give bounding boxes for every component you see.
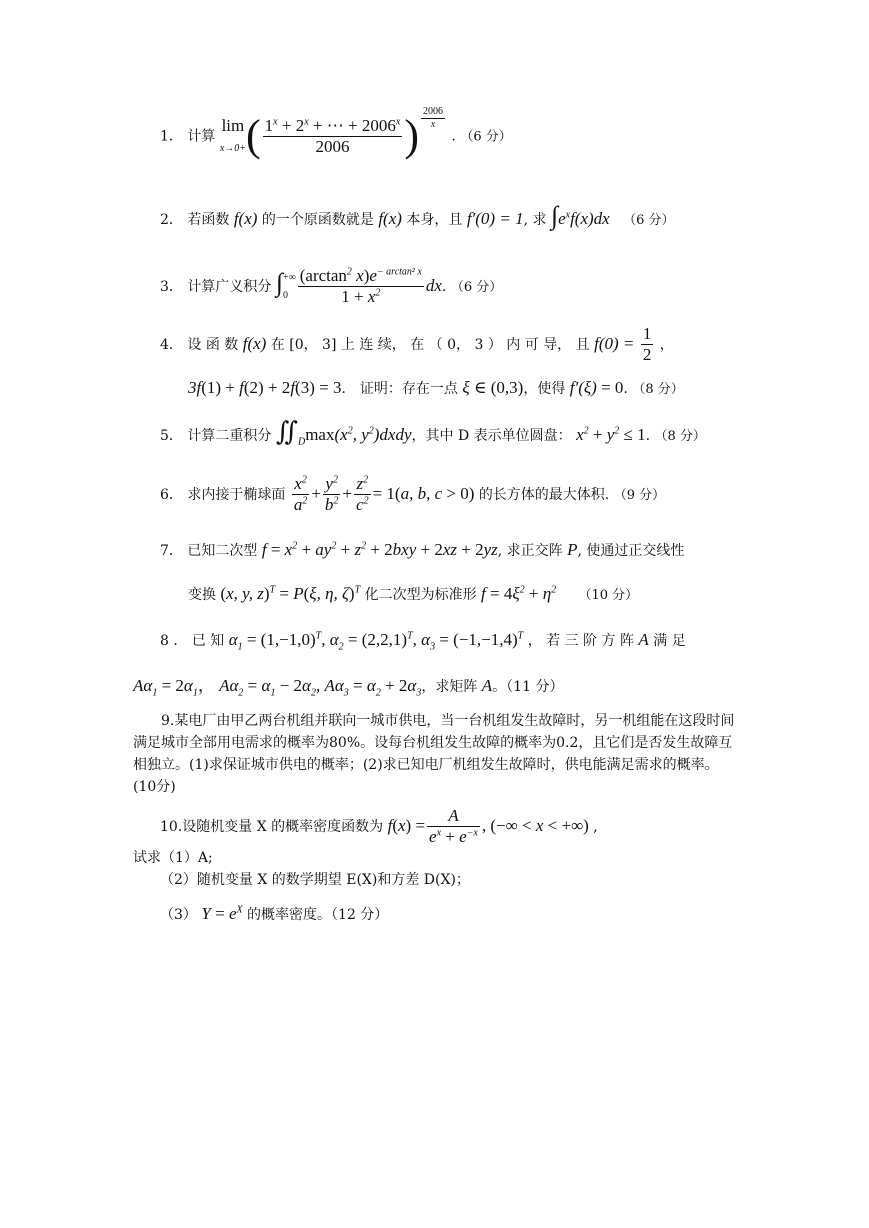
- math-limit: lim x→0+( $\frac{1^x + 2^x + \cdots + 2006^x}{2006}$ ) $\frac{2006}{x}$: [219, 106, 443, 160]
- question-text-c: 本身，且: [406, 212, 463, 228]
- question-text-b: ，使得: [523, 381, 566, 397]
- question-8-line2: [133, 676, 563, 699]
- math-quadratic-form: $f = x^2 + ay^2 + z^2 + 2bxy + 2xz + 2yz$: [261, 540, 498, 559]
- question-text-b: 在 [0， 3] 上 连 续， 在 （ 0， 3 ） 内 可 导， 且: [270, 336, 590, 353]
- math-fx: f(x): [242, 333, 267, 353]
- question-number: 4．: [160, 336, 183, 353]
- question-text-b: 化二次型为标准形: [364, 587, 477, 603]
- question-text-d: , 求: [523, 212, 547, 228]
- math-relations: $A\alpha_1 = 2\alpha_1$， $A\alpha_2 = \alpha_1 - 2\alpha_2$, $A\alpha_3 = \alpha_2 + 2\alpha_3$: [133, 676, 422, 699]
- question-text: 计算广义积分: [187, 278, 272, 295]
- question-5: 5． 计算二重积分 $∬_D\max(x^2$, $y^2)dxdy$，其中 D 表示单位圆盘： $x^2 + y^2 \le 1$. （8 分）: [160, 417, 706, 448]
- math-standard-form: $f = 4\xi^2 + \eta^2$: [481, 584, 557, 603]
- question-10: 10.设随机变量 X 的概率密度函数为 f(x) = $\frac{A}{e^x + e^{-x}}$ , (−∞ < x < +∞) ,: [160, 806, 598, 847]
- math-fx: f(x): [233, 209, 258, 228]
- question-text: 计算: [187, 128, 216, 145]
- math-double-integral: $∬_D\max(x^2$, $y^2)dxdy$: [275, 417, 412, 448]
- question-text-c: 满 足: [653, 633, 686, 649]
- math-Y: $Y = e^X$: [201, 904, 243, 923]
- question-text-b: ，其中 D 表示单位圆盘：: [411, 428, 572, 444]
- question-text: 若函数: [187, 212, 230, 228]
- question-6: [160, 474, 665, 516]
- score: （6 分）: [450, 279, 503, 295]
- question-text: 试求（1）A;: [133, 850, 213, 866]
- question-9: [133, 710, 738, 798]
- question-text: （2）随机变量 X 的数学期望 E(X)和方差 D(X)；: [160, 872, 470, 888]
- math-A-2: A: [481, 676, 493, 695]
- question-10-part2: [160, 872, 470, 889]
- question-number: 1．: [160, 128, 183, 145]
- question-10-part3: [160, 904, 388, 924]
- question-text-b: ， 若 三 阶 方 阵: [527, 633, 634, 649]
- math-condition: f′(0) = 1: [466, 209, 524, 228]
- question-number: 5．: [160, 428, 183, 444]
- question-text: 证明：存在一点: [359, 381, 458, 397]
- score: 。（11 分）: [492, 679, 564, 695]
- math-vectors: $\alpha_1 = (1,-1,0)^T$, $\alpha_2 = (2,2,1)^T$, $\alpha_3 = (-1,-1,4)^T$: [228, 630, 524, 653]
- question-text: 已知二次型: [187, 543, 258, 559]
- math-transform: (x, y, z)$^T$ = P(ξ, η, ζ)$^T$: [220, 584, 361, 603]
- math-ellipsoid: $\frac{x^2}{a^2}$ + $\frac{y^2}{b^2}$ + $\frac{z^2}{c^2}$ = 1(a, b, c > 0): [293, 474, 475, 515]
- score: （6 分）: [623, 213, 675, 228]
- math-A: A: [638, 630, 649, 649]
- question-text-c: , 使通过正交线性: [577, 543, 685, 559]
- question-number: 8 ．: [160, 633, 188, 649]
- question-10-part1: [133, 850, 213, 867]
- score: （9 分）: [613, 487, 666, 503]
- math-xi: ξ ∈ (0,3): [462, 378, 524, 397]
- question-number: 2．: [160, 212, 183, 228]
- math-improper-integral: ∫+∞ 0 $\frac{(\arctan^2 x)e^{- arctan^2 x}}{1 + x^2}$ dx: [275, 266, 442, 307]
- question-text: 设 函 数: [187, 336, 239, 353]
- math-P: P: [567, 540, 578, 559]
- question-text-b: ，求矩阵: [421, 679, 478, 695]
- question-3: 3． 计算广义积分 ∫+∞ 0 $\frac{(\arctan^2 x)e^{- arctan^2 x}}{1 + x^2}$ dx. （6 分）: [160, 266, 503, 307]
- math-density: f(x) = $\frac{A}{e^x + e^{-x}}$ , (−∞ < x < +∞): [387, 806, 589, 847]
- question-number: 3．: [160, 278, 183, 295]
- score: （8 分）: [654, 429, 706, 444]
- question-text: 变换: [188, 587, 216, 603]
- question-number: 6．: [160, 486, 183, 503]
- question-4: 4． 设 函 数 f(x) 在 [0， 3] 上 连 续， 在 （ 0， 3 ） 内 可 导， 且 f(0) = $\frac{1}{2}$ ，: [160, 324, 674, 365]
- question-4-line2: 3f(1) + f(2) + 2f(3) = 3． 证明：存在一点 ξ ∈ (0,3)，使得 f′(ξ) = 0. （8 分）: [188, 378, 684, 397]
- question-1: 1． 计算 lim x→0+( $\frac{1^x + 2^x + \cdots + 2006^x}{2006}$ ) $\frac{2006}{x}$ . （6 分）: [160, 110, 512, 163]
- math-condition: f(0) =: [594, 333, 635, 353]
- math-integral: $\int e^xf(x)dx$: [550, 201, 610, 230]
- question-text-b: 的概率密度。（12 分）: [247, 907, 389, 923]
- math-disk: $x^2 + y^2 \le 1$: [576, 425, 646, 444]
- question-text-b: 的长方体的最大体积.: [478, 486, 610, 503]
- math-fraction-half: $\frac{1}{2}$: [642, 324, 652, 365]
- score: （6 分）: [460, 129, 512, 145]
- question-text: 计算二重积分: [187, 428, 272, 444]
- question-text-b: 的一个原函数就是: [261, 212, 374, 228]
- question-text: 求内接于椭球面: [187, 486, 286, 503]
- score: （10 分）: [578, 588, 639, 603]
- question-7: [160, 540, 684, 560]
- score: （8 分）: [632, 382, 684, 397]
- question-8: [160, 630, 686, 653]
- question-text: 9.某电厂由甲乙两台机组并联向一城市供电，当一台机组发生故障时，另一机组能在这段时间满足城市全部用电需求的概率为80%。设每台机组发生故障的概率为0.2，且它们是否发生故障互相独立。(1)求保证城市供电的概率；(2)求已知电厂机组发生故障时，供电能满足需求的概率。(10分): [133, 713, 735, 795]
- question-text: 10.设随机变量 X 的概率密度函数为: [160, 818, 384, 835]
- math-equation: 3f(1) + f(2) + 2f(3) = 3: [188, 378, 342, 397]
- question-2: [160, 200, 674, 231]
- math-fx-2: f(x): [378, 209, 402, 228]
- question-7-line2: [188, 584, 638, 604]
- question-number: 7．: [160, 543, 183, 559]
- question-text-b: , 求正交阵: [497, 543, 563, 559]
- question-text: 已 知: [191, 633, 225, 649]
- question-text: （3）: [160, 907, 197, 923]
- math-derivative: f′(ξ) = 0: [569, 378, 624, 397]
